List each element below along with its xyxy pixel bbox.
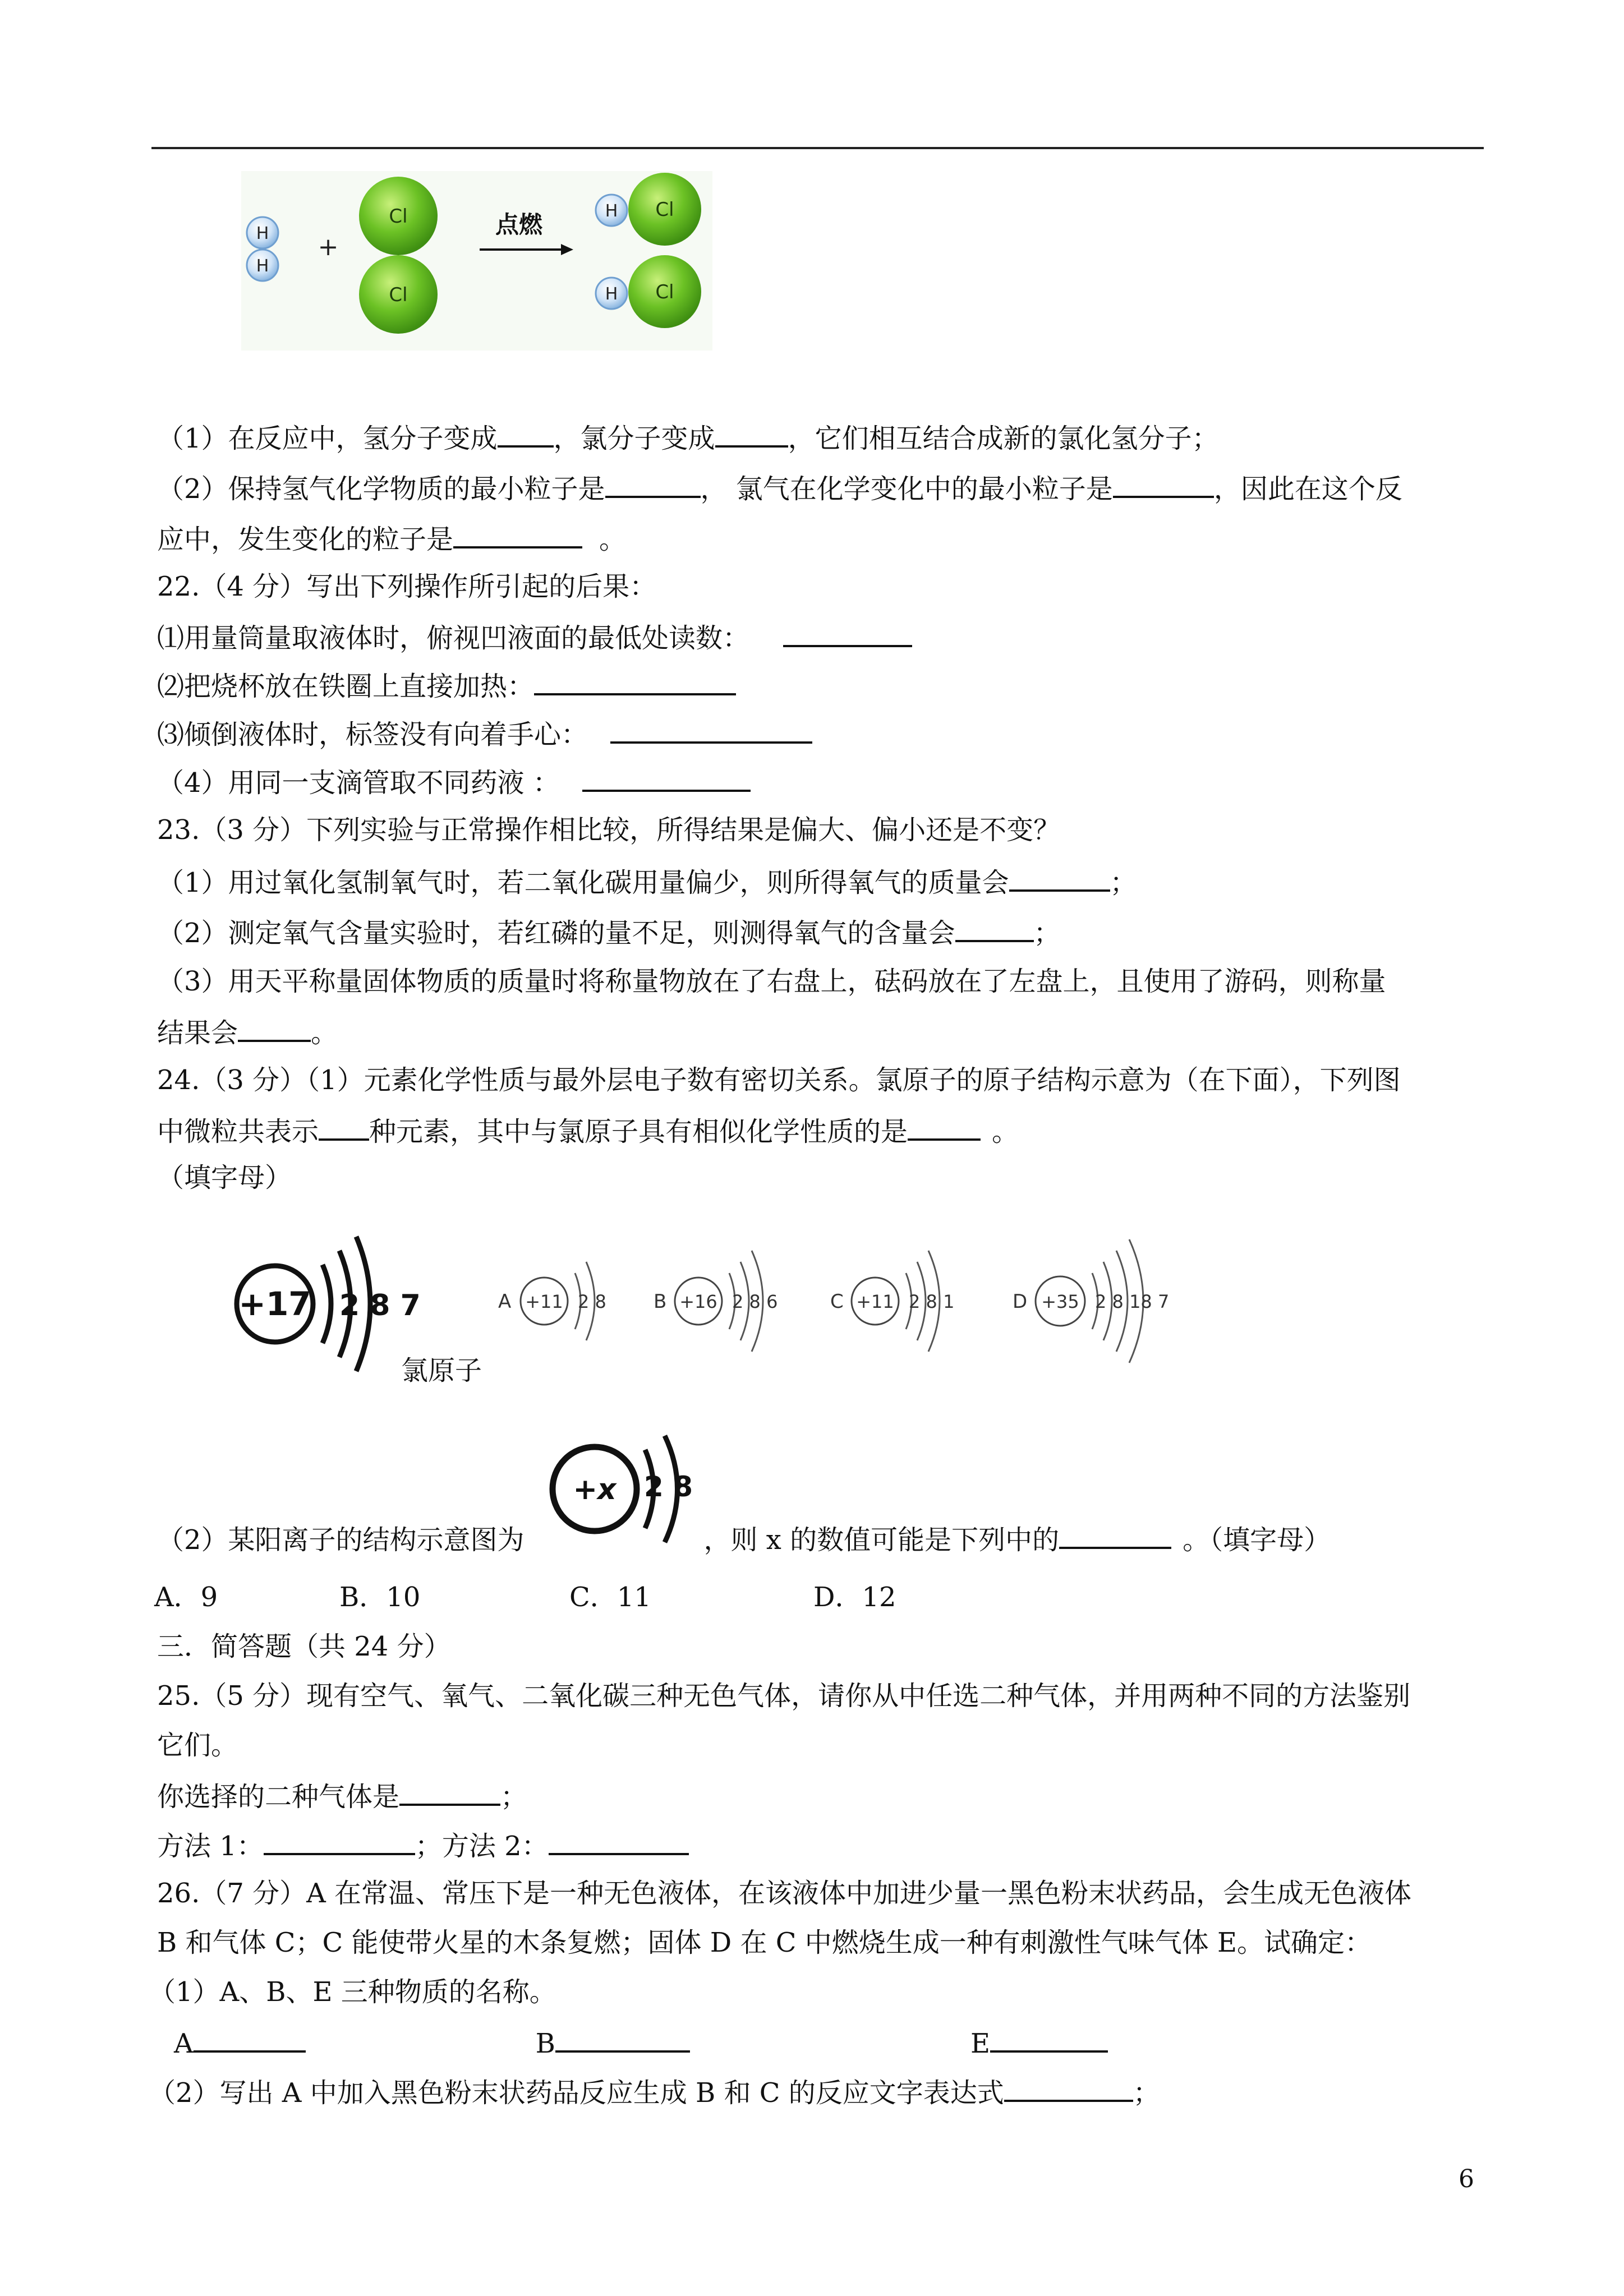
- q24-part2: [157, 1521, 1331, 1557]
- q25-line4: [157, 1827, 689, 1863]
- option-a-diagram: [498, 1262, 606, 1340]
- answer-blank-a[interactable]: [194, 2025, 306, 2053]
- text: 你选择的二种气体是: [157, 1781, 400, 1813]
- atom-label: H: [605, 201, 618, 221]
- answer-blank[interactable]: [498, 419, 554, 448]
- arrow-label: 点燃: [495, 211, 543, 238]
- atomic-structures-figure: [213, 1211, 1223, 1419]
- q22-item1: [157, 619, 912, 655]
- q24-choices: [154, 1580, 896, 1614]
- text: （1）在反应中，氢分子变成: [157, 423, 498, 454]
- text: ；: [1133, 2077, 1160, 2109]
- q23-item3: [157, 965, 1386, 998]
- text: ；: [500, 1781, 528, 1813]
- q24-line1: [157, 1063, 1401, 1097]
- atom-label: Cl: [389, 284, 408, 306]
- text: （2）某阳离子的结构示意图为: [157, 1524, 525, 1556]
- text: ，氯分子变成: [553, 423, 715, 454]
- answer-blank[interactable]: [1113, 470, 1214, 498]
- header-rule: [151, 147, 1484, 149]
- q26-line3: [149, 1975, 556, 2009]
- q23-item2: [157, 914, 1061, 950]
- electron-config: 2 8 6: [732, 1291, 778, 1312]
- option-c-diagram: [830, 1251, 954, 1352]
- section3-title: [157, 1630, 451, 1663]
- q22-item2: [157, 667, 736, 703]
- atom-label: Cl: [655, 199, 674, 221]
- text: （1）用过氧化氢制氧气时，若二氧化碳用量偏少，则所得氧气的质量会: [157, 867, 1009, 898]
- q24-line2: [157, 1113, 1019, 1149]
- label-a: A: [174, 2028, 194, 2059]
- choice-a[interactable]: A．9: [154, 1582, 218, 1613]
- text: ，因此在这个反: [1213, 473, 1402, 505]
- text: 它们。: [157, 1730, 238, 1761]
- reaction-figure: [230, 165, 724, 356]
- answer-blank[interactable]: [534, 667, 736, 695]
- atom-label: Cl: [655, 281, 674, 303]
- text: ， 氯气在化学变化中的最小粒子是: [700, 473, 1113, 505]
- option-letter: A: [498, 1290, 512, 1313]
- q21-part2-cont: [157, 520, 626, 556]
- text: ；方法 2：: [415, 1831, 549, 1862]
- answer-blank[interactable]: [1059, 1521, 1171, 1549]
- atom-label: H: [256, 256, 269, 276]
- text: 结果会: [157, 1017, 238, 1049]
- text: 中微粒共表示: [157, 1116, 319, 1147]
- q21-part2: [157, 470, 1402, 506]
- nucleus-charge: +17: [238, 1285, 311, 1323]
- electron-config: 2 8: [578, 1291, 606, 1312]
- q24-line3: [157, 1161, 292, 1195]
- answer-blank[interactable]: [582, 764, 751, 792]
- text: 三．简答题（共 24 分）: [157, 1631, 451, 1662]
- text: ⑶倾倒液体时，标签没有向着手心：: [157, 719, 588, 750]
- q23-item3-cont: [157, 1014, 338, 1050]
- q26-line2: [157, 1926, 1372, 1960]
- text: ，它们相互结合成新的氯化氢分子；: [788, 423, 1219, 454]
- text: ；: [1110, 867, 1137, 898]
- answer-blank[interactable]: [453, 520, 582, 548]
- text: 应中，发生变化的粒子是: [157, 524, 454, 555]
- option-letter: D: [1013, 1290, 1028, 1313]
- answer-blank[interactable]: [955, 914, 1034, 942]
- answer-blank[interactable]: [399, 1778, 500, 1806]
- q21-part1: [157, 419, 1219, 455]
- answer-blank[interactable]: [783, 619, 912, 647]
- text: （2）测定氧气含量实验时，若红磷的量不足，则测得氧气的含量会: [157, 918, 955, 949]
- answer-blank-e[interactable]: [990, 2025, 1108, 2053]
- text: ，则 x 的数值可能是下列中的: [703, 1524, 1060, 1556]
- text: （填字母）: [157, 1162, 292, 1193]
- electron-config: 2 8 1: [909, 1291, 955, 1312]
- choice-d[interactable]: D．12: [813, 1582, 896, 1613]
- answer-blank[interactable]: [610, 716, 812, 744]
- label-b: B: [535, 2028, 555, 2059]
- page-number: 6: [1459, 2165, 1474, 2193]
- text: 。（填字母）: [1183, 1524, 1331, 1556]
- q22-title: [157, 570, 656, 603]
- text: ⑴用量筒量取液体时，俯视凹液面的最低处读数：: [157, 623, 750, 654]
- electron-config: 2 8: [644, 1470, 693, 1503]
- text: B 和气体 C；C 能使带火星的木条复燃；固体 D 在 C 中燃烧生成一种有刺激性气味气体 E。试确定：: [157, 1927, 1372, 1958]
- atom-label: H: [256, 224, 269, 243]
- text: 26.（7 分）A 在常温、常压下是一种无色液体，在该液体中加进少量一黑色粉末状药品，会生成无色液体: [157, 1878, 1412, 1909]
- option-letter: B: [654, 1290, 667, 1313]
- q25-line1: [157, 1679, 1410, 1713]
- answer-blank[interactable]: [238, 1014, 311, 1042]
- q23-title: [157, 813, 1060, 847]
- text: 方法 1：: [157, 1831, 264, 1862]
- chlorine-caption: 氯原子: [401, 1355, 482, 1386]
- text: 22.（4 分）写出下列操作所引起的后果：: [157, 571, 657, 602]
- text: ；: [1033, 918, 1061, 949]
- text: 种元素，其中与氯原子具有相似化学性质的是: [369, 1116, 908, 1147]
- nucleus-charge: +35: [1041, 1291, 1079, 1312]
- plus-sign: +: [318, 233, 339, 261]
- q26-line5: [149, 2074, 1160, 2110]
- electron-shell: [323, 1265, 331, 1343]
- q22-item3: [157, 716, 812, 751]
- text: （3）用天平称量固体物质的质量时将称量物放在了右盘上，砝码放在了左盘上，且使用了游码，则称量: [157, 966, 1386, 997]
- answer-blank[interactable]: [605, 470, 701, 498]
- answer-blank[interactable]: [549, 1827, 689, 1855]
- answer-blank[interactable]: [264, 1827, 415, 1855]
- text: 23.（3 分）下列实验与正常操作相比较，所得结果是偏大、偏小还是不变？: [157, 814, 1061, 846]
- option-d-diagram: [1013, 1239, 1169, 1363]
- text: 。: [992, 1116, 1019, 1147]
- text: （1）A、B、E 三种物质的名称。: [149, 1976, 556, 2008]
- atom-label: Cl: [389, 205, 408, 228]
- text: （2）保持氢气化学物质的最小粒子是: [157, 473, 605, 505]
- text: （4）用同一支滴管取不同药液 ：: [157, 767, 560, 799]
- text: ⑵把烧杯放在铁圈上直接加热：: [157, 671, 535, 702]
- q26-line1: [157, 1877, 1411, 1910]
- option-letter: C: [830, 1290, 844, 1313]
- q25-line2: [157, 1728, 238, 1762]
- nucleus-charge: +11: [525, 1291, 563, 1312]
- choice-c[interactable]: C．11: [569, 1582, 651, 1613]
- answer-blank[interactable]: [908, 1113, 981, 1141]
- answer-blank[interactable]: [1009, 864, 1110, 892]
- electron-config: 2 8 18 7: [1095, 1291, 1170, 1312]
- q23-item1: [157, 864, 1137, 900]
- answer-blank-b[interactable]: [555, 2025, 690, 2053]
- electron-config: 2 8 7: [339, 1289, 421, 1322]
- text: 。: [599, 524, 627, 555]
- q22-item4: [157, 764, 751, 800]
- text: 24.（3 分）（1）元素化学性质与最外层电子数有密切关系。氯原子的原子结构示意为（在下面），下列图: [157, 1064, 1401, 1096]
- q26-answers: [174, 2025, 1108, 2060]
- label-e: E: [970, 2028, 990, 2059]
- text: 25.（5 分）现有空气、氧气、二氧化碳三种无色气体，请你从中任选二种气体，并用两种不同的方法鉴别: [157, 1680, 1411, 1712]
- text: （2）写出 A 中加入黑色粉末状药品反应生成 B 和 C 的反应文字表达式: [149, 2077, 1004, 2109]
- choice-b[interactable]: B．10: [339, 1582, 421, 1613]
- text: 。: [311, 1017, 338, 1049]
- nucleus-charge: +x: [573, 1473, 617, 1506]
- answer-blank[interactable]: [1004, 2074, 1133, 2102]
- answer-blank[interactable]: [319, 1113, 369, 1141]
- option-b-diagram: [654, 1251, 778, 1352]
- nucleus-charge: +16: [679, 1291, 717, 1312]
- nucleus-charge: +11: [856, 1291, 894, 1312]
- q25-line3: [157, 1778, 527, 1814]
- answer-blank[interactable]: [715, 419, 788, 448]
- atom-label: H: [605, 284, 618, 304]
- chlorine-atom-diagram: [237, 1237, 482, 1386]
